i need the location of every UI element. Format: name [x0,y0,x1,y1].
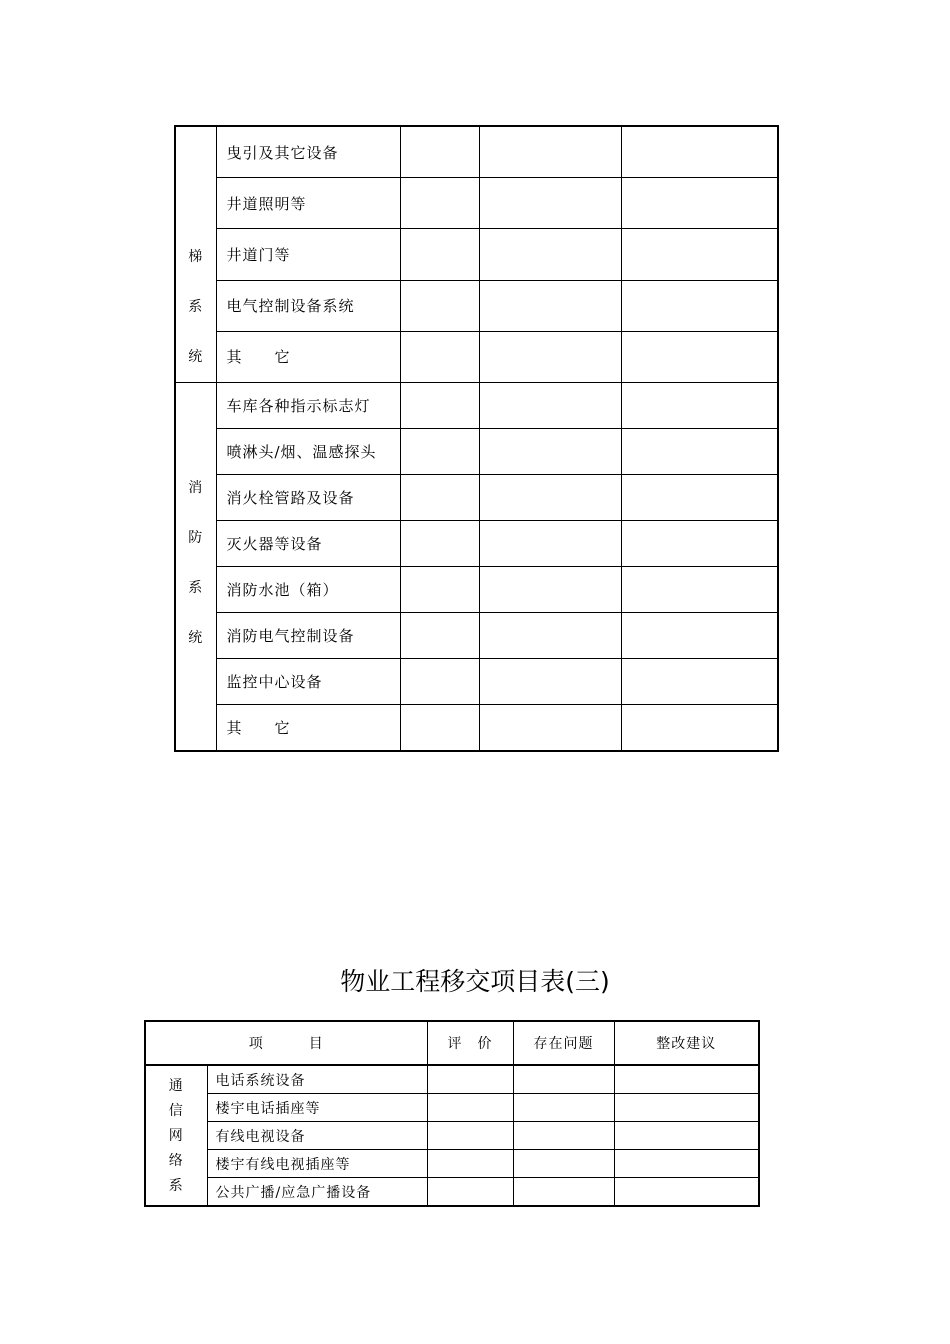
suggestions-cell[interactable] [621,521,778,567]
item-label: 其 它 [216,705,400,752]
table-row [175,429,778,475]
issues-cell[interactable] [513,1150,614,1178]
evaluation-cell[interactable] [400,229,479,280]
issues-cell[interactable] [479,126,621,178]
issues-cell[interactable] [479,178,621,229]
table-row [175,613,778,659]
issues-cell[interactable] [479,475,621,521]
table-header-row [145,1021,759,1065]
evaluation-cell[interactable] [400,521,479,567]
evaluation-cell[interactable] [400,429,479,475]
evaluation-cell[interactable] [400,475,479,521]
evaluation-cell[interactable] [400,705,479,752]
item-label: 井道照明等 [216,178,400,229]
suggestions-cell[interactable] [621,659,778,705]
evaluation-cell[interactable] [400,178,479,229]
header-item: 项 目 [145,1021,427,1065]
table-row [145,1065,759,1094]
issues-cell[interactable] [513,1122,614,1150]
table-row [175,567,778,613]
issues-cell[interactable] [479,331,621,382]
item-label: 电话系统设备 [207,1065,427,1094]
item-label: 楼宇有线电视插座等 [207,1150,427,1178]
suggestions-cell[interactable] [621,280,778,331]
evaluation-cell[interactable] [427,1150,513,1178]
suggestions-cell[interactable] [614,1065,759,1094]
item-label: 喷淋头/烟、温感探头 [216,429,400,475]
item-label: 灭火器等设备 [216,521,400,567]
evaluation-cell[interactable] [400,331,479,382]
group-char: 统 [188,349,204,365]
group-char: 系 [188,299,204,315]
evaluation-cell[interactable] [400,613,479,659]
table-row [175,126,778,178]
group-char: 梯 [188,249,204,265]
table-row [145,1178,759,1207]
issues-cell[interactable] [513,1094,614,1122]
evaluation-cell[interactable] [400,126,479,178]
evaluation-cell[interactable] [400,280,479,331]
table-row [175,331,778,382]
issues-cell[interactable] [479,280,621,331]
evaluation-cell[interactable] [427,1122,513,1150]
group-char: 通 [168,1078,184,1094]
header-issues: 存在问题 [513,1021,614,1065]
evaluation-cell[interactable] [400,659,479,705]
issues-cell[interactable] [479,429,621,475]
table-row [145,1094,759,1122]
group-char: 消 [188,480,204,496]
suggestions-cell[interactable] [614,1150,759,1178]
table-row [175,178,778,229]
table-row [175,705,778,752]
group-char: 统 [188,630,204,646]
equipment-table-2 [144,1020,760,1207]
suggestions-cell[interactable] [621,613,778,659]
group-char: 系 [168,1178,184,1194]
issues-cell[interactable] [479,613,621,659]
item-label: 车库各种指示标志灯 [216,383,400,429]
page-title: 物业工程移交项目表(三) [340,967,610,996]
item-label: 消防水池（箱） [216,567,400,613]
group-char: 系 [188,580,204,596]
issues-cell[interactable] [479,383,621,429]
issues-cell[interactable] [479,567,621,613]
table-row [175,383,778,429]
suggestions-cell[interactable] [614,1094,759,1122]
group-label-fire-system [175,383,216,752]
suggestions-cell[interactable] [621,567,778,613]
table-row [145,1150,759,1178]
suggestions-cell[interactable] [621,126,778,178]
suggestions-cell[interactable] [614,1122,759,1150]
suggestions-cell[interactable] [621,229,778,280]
issues-cell[interactable] [479,521,621,567]
table-row [175,659,778,705]
equipment-table-1 [174,125,779,752]
table-row [175,229,778,280]
group-char: 络 [168,1153,184,1169]
item-label: 消火栓管路及设备 [216,475,400,521]
suggestions-cell[interactable] [621,178,778,229]
issues-cell[interactable] [479,659,621,705]
item-label: 消防电气控制设备 [216,613,400,659]
group-label-communication-network [145,1065,207,1206]
item-label: 公共广播/应急广播设备 [207,1178,427,1207]
evaluation-cell[interactable] [427,1094,513,1122]
suggestions-cell[interactable] [621,429,778,475]
group-label-elevator-system [175,126,216,383]
table-row [175,521,778,567]
group-char: 防 [188,530,204,546]
issues-cell[interactable] [513,1178,614,1207]
evaluation-cell[interactable] [400,567,479,613]
suggestions-cell[interactable] [621,475,778,521]
header-suggestions: 整改建议 [614,1021,759,1065]
table-row [145,1122,759,1150]
suggestions-cell[interactable] [614,1178,759,1207]
table-row [175,475,778,521]
item-label: 有线电视设备 [207,1122,427,1150]
item-label: 曳引及其它设备 [216,126,400,178]
item-label: 电气控制设备系统 [216,280,400,331]
issues-cell[interactable] [479,229,621,280]
item-label: 楼宇电话插座等 [207,1094,427,1122]
evaluation-cell[interactable] [400,383,479,429]
item-label: 监控中心设备 [216,659,400,705]
group-char: 网 [168,1128,184,1144]
header-evaluation: 评 价 [427,1021,513,1065]
suggestions-cell[interactable] [621,331,778,382]
item-label: 井道门等 [216,229,400,280]
issues-cell[interactable] [479,705,621,752]
suggestions-cell[interactable] [621,383,778,429]
issues-cell[interactable] [513,1065,614,1094]
group-char: 信 [168,1103,184,1119]
evaluation-cell[interactable] [427,1065,513,1094]
evaluation-cell[interactable] [427,1178,513,1207]
table-row [175,280,778,331]
item-label: 其 它 [216,331,400,382]
suggestions-cell[interactable] [621,705,778,752]
